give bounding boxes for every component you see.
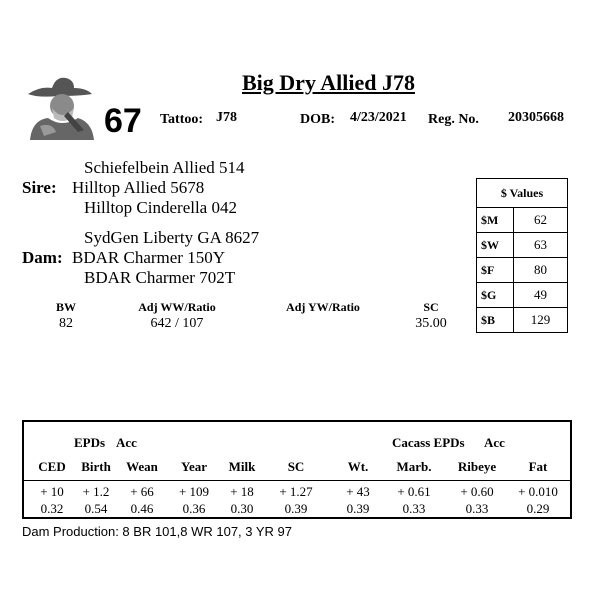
epd-col-header: Fat [528,459,548,474]
epd-value: + 18 [230,484,254,499]
epd-value: + 0.010 [518,484,558,499]
epd-value: + 0.60 [460,484,494,499]
epd-accuracy: 0.30 [230,501,254,516]
epd-value: + 0.61 [397,484,431,499]
cowboy-photo [22,72,94,140]
epd-col-header: CED [38,459,66,474]
tattoo-label: Tattoo: [160,112,204,127]
dollar-value-row [477,258,568,283]
dollar-value-row [477,283,568,308]
epd-col-header: SC [287,459,305,474]
dollar-values-table [476,178,568,333]
bw-label: BW [55,300,76,314]
epd-value: + 10 [40,484,64,499]
dollar-values-title: $ Values [477,179,568,208]
carcass-group-label: Cacass EPDs [392,435,465,450]
epd-box [22,420,572,519]
dob-label: DOB: [300,112,335,127]
animal-name: Big Dry Allied J78 [242,70,415,95]
dollar-value-number: 80 [514,258,568,283]
epd-col-header: Year [181,459,207,474]
dollar-value-key: $F [477,258,514,283]
sc-label: SC [423,300,439,314]
epd-col-header: Ribeye [457,459,497,474]
epd-divider [24,480,570,481]
dollar-value-key: $W [477,233,514,258]
epd-accuracy: 0.29 [526,501,550,516]
dollar-value-number: 129 [514,308,568,333]
ww-label: Adj WW/Ratio [138,300,216,314]
epd-col-header: Marb. [396,459,432,474]
epd-accuracy: 0.46 [130,501,154,516]
epd-col-header: Milk [228,459,256,474]
dam-sire: SydGen Liberty GA 8627 [84,228,260,247]
dollar-value-number: 63 [514,233,568,258]
epd-col-header: Wt. [347,459,369,474]
reg-label: Reg. No. [428,112,479,127]
epds-acc-label: Acc [116,435,137,450]
epd-accuracy: 0.33 [465,501,489,516]
carcass-acc-label: Acc [484,435,505,450]
epd-value: + 109 [178,484,210,499]
dollar-value-row [477,233,568,258]
epd-accuracy: 0.32 [40,501,64,516]
epd-value: + 66 [130,484,154,499]
tattoo-value: J78 [216,110,237,125]
epd-accuracy: 0.33 [402,501,426,516]
lot-number: 67 [104,102,142,140]
dollar-value-number: 49 [514,283,568,308]
bw-value: 82 [59,316,73,331]
dollar-value-key: $M [477,208,514,233]
epd-accuracy: 0.39 [284,501,308,516]
dam-dam: BDAR Charmer 702T [84,268,236,287]
epd-accuracy: 0.54 [84,501,108,516]
epd-accuracy: 0.39 [346,501,370,516]
epd-value: + 43 [346,484,370,499]
dam-production: Dam Production: 8 BR 101,8 WR 107, 3 YR 97 [22,524,293,539]
dollar-value-row [477,208,568,233]
epd-value: + 1.2 [82,484,110,499]
sire-label: Sire: [22,178,57,197]
epd-accuracy: 0.36 [182,501,206,516]
dam-name: BDAR Charmer 150Y [72,248,225,267]
dollar-value-row [477,308,568,333]
reg-value: 20305668 [508,110,564,125]
epd-col-header: Wean [126,459,158,474]
dam-label: Dam: [22,248,63,267]
epd-col-header: Birth [81,459,111,474]
sire-dam: Hilltop Cinderella 042 [84,198,237,217]
dob-value: 4/23/2021 [350,110,407,125]
dollar-value-key: $G [477,283,514,308]
sire-sire: Schiefelbein Allied 514 [84,158,245,177]
dollar-value-key: $B [477,308,514,333]
dollar-value-number: 62 [514,208,568,233]
sire-name: Hilltop Allied 5678 [72,178,205,197]
epd-value: + 1.27 [279,484,313,499]
epds-group-label: EPDs [74,435,106,450]
ww-value: 642 / 107 [150,316,204,331]
sc-value: 35.00 [415,316,447,331]
yw-label: Adj YW/Ratio [286,300,360,314]
